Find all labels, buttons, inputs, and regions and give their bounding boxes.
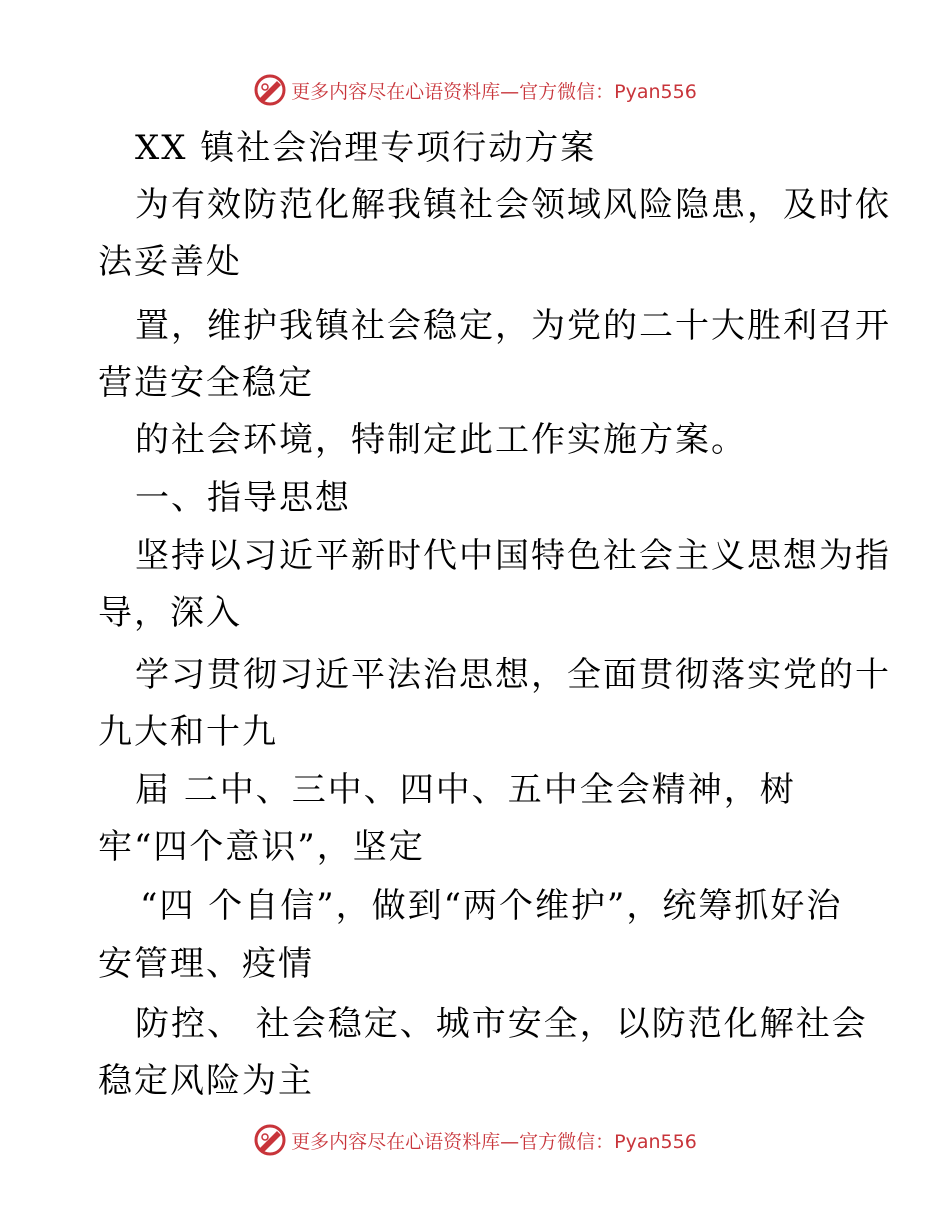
footer-banner-text: 更多内容尽在心语资料库—官方微信：Pyan556 [291,1130,697,1153]
paragraph-line: 法妥善处 [98,242,242,282]
paragraph-line: 稳定风险为主 [98,1061,314,1101]
brand-logo-icon [253,73,287,107]
paragraph-line: “四 个自信”，做到“两个维护”，统筹抓好治 [140,886,843,926]
document-title: XX 镇社会治理专项行动方案 [135,128,597,168]
paragraph-line: 坚持以习近平新时代中国特色社会主义思想为指 [135,536,891,576]
header-banner [0,70,950,110]
section-heading: 一、指导思想 [135,478,351,518]
paragraph-line: 营造安全稳定 [98,363,314,403]
paragraph-line: 导，深入 [98,593,242,633]
paragraph-line: 防控、 社会稳定、城市安全，以防范化解社会 [135,1004,868,1044]
header-banner-text: 更多内容尽在心语资料库—官方微信：Pyan556 [291,80,697,103]
paragraph-line: 置，维护我镇社会稳定，为党的二十大胜利召开 [135,306,891,346]
paragraph-line: 的社会环境，特制定此工作实施方案。 [135,420,747,460]
paragraph-line: 九大和十九 [98,712,278,752]
paragraph-line: 牢“四个意识”，坚定 [98,827,425,867]
paragraph-line: 安管理、疫情 [98,944,314,984]
paragraph-line: 学习贯彻习近平法治思想，全面贯彻落实党的十 [135,655,891,695]
paragraph-line: 届 二中、三中、四中、五中全会精神，树 [135,770,796,810]
paragraph-line: 为有效防范化解我镇社会领域风险隐患，及时依 [135,185,891,225]
footer-banner [0,1120,950,1160]
brand-logo-icon [253,1123,287,1157]
